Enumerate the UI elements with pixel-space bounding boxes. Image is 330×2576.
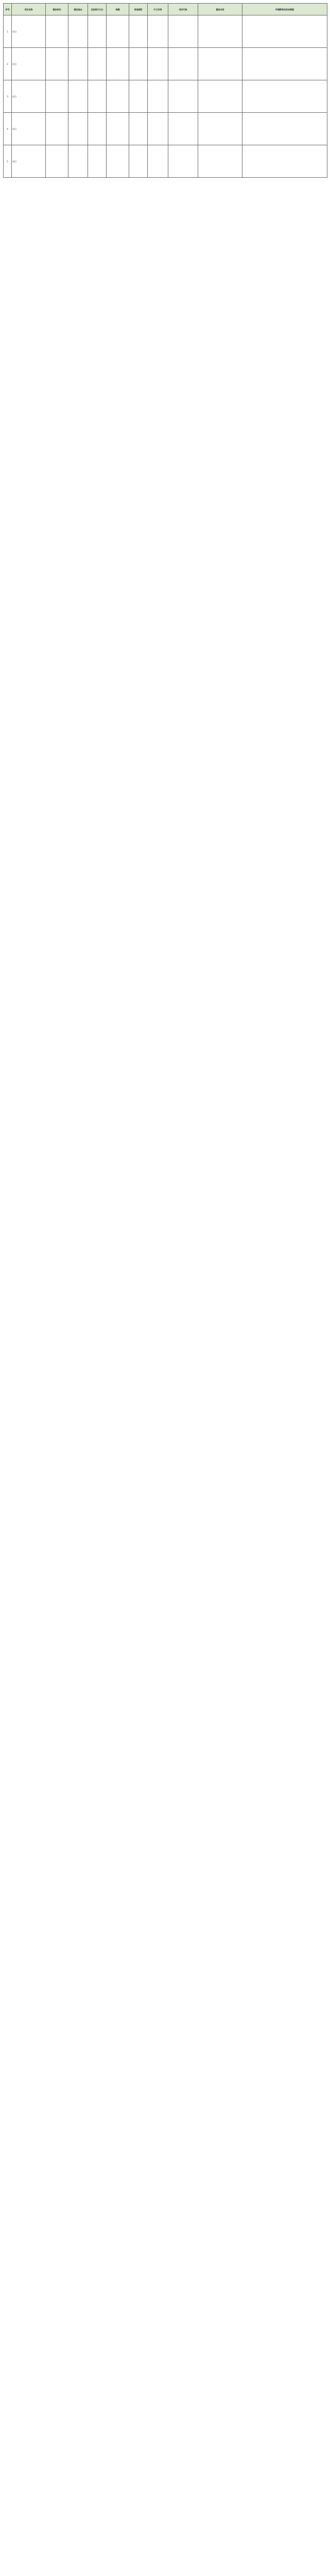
cell-area: [129, 48, 148, 80]
cell-place: [68, 48, 88, 80]
cell-invest: [88, 145, 107, 178]
cell-date: [148, 113, 168, 145]
cell-name: 项目: [12, 80, 46, 113]
column-header: 序号: [4, 4, 12, 15]
cell-name: 项目: [12, 48, 46, 80]
cell-no: 5: [4, 145, 12, 178]
column-header: 总投资(万元): [88, 4, 107, 15]
cell-no: 2: [4, 48, 12, 80]
column-header: 建设单位: [46, 4, 68, 15]
cell-name: 项目: [12, 15, 46, 48]
cell-name: 项目: [12, 113, 46, 145]
table-header-row: [4, 4, 327, 15]
column-header: 规模: [107, 4, 129, 15]
column-header: 项目名称: [12, 4, 46, 15]
table-row: [4, 145, 327, 178]
project-table: [3, 3, 327, 178]
cell-scale: [107, 80, 129, 113]
cell-place: [68, 80, 88, 113]
cell-date: [148, 145, 168, 178]
cell-invest: [88, 80, 107, 113]
cell-unit: [46, 145, 68, 178]
column-header: 建设内容: [198, 4, 242, 15]
cell-measures: [242, 48, 327, 80]
cell-place: [68, 15, 88, 48]
cell-invest: [88, 15, 107, 48]
cell-date: [148, 80, 168, 113]
cell-place: [68, 145, 88, 178]
cell-measures: [242, 145, 327, 178]
cell-date: [148, 15, 168, 48]
cell-content: [198, 113, 242, 145]
cell-name: 项目: [12, 145, 46, 178]
table-row: [4, 48, 327, 80]
cell-unit: [46, 80, 68, 113]
cell-area: [129, 80, 148, 113]
table-row: [4, 113, 327, 145]
cell-unit: [46, 113, 68, 145]
cell-area: [129, 15, 148, 48]
column-header: 用地面积: [129, 4, 148, 15]
cell-scale: [107, 48, 129, 80]
column-header: 项目代码: [168, 4, 198, 15]
column-header: 环境影响及防治措施: [242, 4, 327, 15]
column-header: 建设地点: [68, 4, 88, 15]
cell-area: [129, 145, 148, 178]
cell-no: 3: [4, 80, 12, 113]
cell-code: [168, 145, 198, 178]
cell-area: [129, 113, 148, 145]
cell-code: [168, 48, 198, 80]
cell-content: [198, 48, 242, 80]
cell-content: [198, 145, 242, 178]
cell-no: 1: [4, 15, 12, 48]
cell-no: 4: [4, 113, 12, 145]
document-sheet: [3, 3, 327, 178]
cell-code: [168, 113, 198, 145]
cell-code: [168, 80, 198, 113]
cell-content: [198, 80, 242, 113]
cell-place: [68, 113, 88, 145]
cell-scale: [107, 113, 129, 145]
cell-code: [168, 15, 198, 48]
table-row: [4, 15, 327, 48]
cell-invest: [88, 48, 107, 80]
cell-unit: [46, 15, 68, 48]
table-row: [4, 80, 327, 113]
cell-scale: [107, 145, 129, 178]
cell-date: [148, 48, 168, 80]
cell-unit: [46, 48, 68, 80]
cell-scale: [107, 15, 129, 48]
cell-measures: [242, 15, 327, 48]
cell-content: [198, 15, 242, 48]
column-header: 开工时间: [148, 4, 168, 15]
cell-measures: [242, 80, 327, 113]
cell-invest: [88, 113, 107, 145]
cell-measures: [242, 113, 327, 145]
